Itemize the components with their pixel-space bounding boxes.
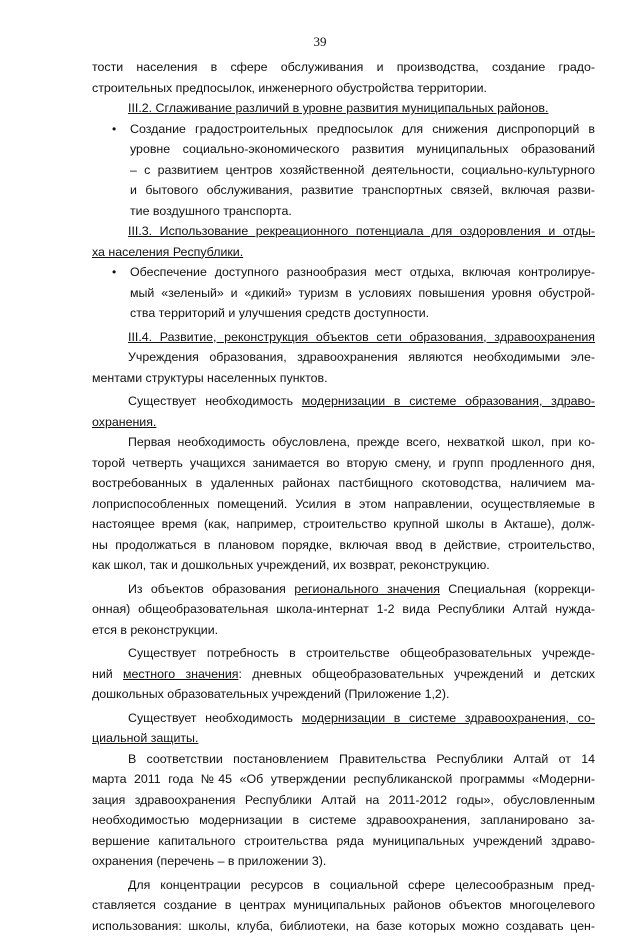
text-line: ны продолжаться в плановом порядке, включая ввод в действие, строительство,	[92, 535, 595, 556]
bullet-icon: •	[112, 262, 116, 283]
text-line: строительных предпосылок, инженерного обустройства территории.	[92, 78, 595, 99]
text-line: настоящее время (как, например, строительство крупной школы в Акташе), долж-	[92, 514, 595, 535]
text-line: охранения.	[92, 412, 595, 433]
text-line: зация здравоохранения Республики Алтай на 2011-2012 годы», обусловленным	[92, 790, 595, 811]
text-line: Для концентрации ресурсов в социальной сфере целесообразным пред-	[92, 875, 595, 896]
text-line: охранения (перечень – в приложении 3).	[92, 851, 595, 872]
bullet-item: • Создание градостроительных предпосылок для снижения диспропорций в	[92, 119, 595, 140]
page-number: 39	[0, 34, 640, 50]
text-line: необходимостью модернизации в системе здравоохранения, запланировано за-	[92, 810, 595, 831]
text-line: лоприспособленных помещений. Усилия в этом направлении, осуществляемые в	[92, 494, 595, 515]
text-line: Первая необходимость обусловлена, прежде всего, нехваткой школ, при ко-	[92, 432, 595, 453]
text-line: использования: школы, клуба, библиотеки, на базе которых можно создавать цен-	[92, 916, 595, 936]
page-body	[92, 57, 595, 936]
text-line: Существует необходимость модернизации в системе здравоохранения, со-	[92, 708, 595, 729]
underlined-term: модернизации в системе здравоохранения, со-	[302, 711, 595, 725]
text-line: циальной защиты.	[92, 728, 595, 749]
text-line: дошкольных образовательных учреждений (Приложение 1,2).	[92, 684, 595, 705]
text-line: как школ, так и дошкольных учреждений, их возврат, реконструкцию.	[92, 555, 595, 576]
section-heading-III-3: III.3. Использование рекреационного потенциала для оздоровления и отды-	[92, 221, 595, 242]
text-line: востребованных в удаленных районах пастбищного скотоводства, наличием ма-	[92, 473, 595, 494]
text-line: марта 2011 года №45 «Об утверждении республиканской программы «Модерни-	[92, 769, 595, 790]
section-heading-III-2: III.2. Сглаживание различий в уровне развития муниципальных районов.	[92, 98, 595, 119]
text-line: Учреждения образования, здравоохранения являются необходимыми эле-	[92, 347, 595, 368]
text-line: Из объектов образования регионального значения Специальная (коррекци-	[92, 579, 595, 600]
text-line: и бытового обслуживания, развитие транспортных связей, включая разви-	[92, 180, 595, 201]
text-line: уровне социально-экономического развития муниципальных образований	[92, 139, 595, 160]
text-line: тие воздушного транспорта.	[92, 201, 595, 222]
text-line: ментами структуры населенных пунктов.	[92, 368, 595, 389]
underlined-term: регионального значения	[294, 582, 440, 596]
text-line: Существует потребность в строительстве общеобразовательных учрежде-	[92, 643, 595, 664]
text-line: тости населения в сфере обслуживания и производства, создание градо-	[92, 57, 595, 78]
text-line: В соответствии постановлением Правительства Республики Алтай от 14	[92, 749, 595, 770]
text-line: ется в реконструкции.	[92, 620, 595, 641]
text-line: онная) общеобразовательная школа-интернат 1-2 вида Республики Алтай нужда-	[92, 599, 595, 620]
underlined-term: модернизации в системе образования, здраво-	[302, 394, 595, 408]
text-line: ства территорий и улучшения средств доступности.	[92, 303, 595, 324]
text-line: ний местного значения: дневных общеобразовательных учреждений и детских	[92, 664, 595, 685]
text-line: ставляется создание в центрах муниципальных районов объектов многоцелевого	[92, 895, 595, 916]
text-line: Существует необходимость модернизации в системе образования, здраво-	[92, 391, 595, 412]
text-line: – с развитием центров хозяйственной деятельности, социально-культурного	[92, 160, 595, 181]
text-line: мый «зеленый» и «дикий» туризм в условиях повышения уровня обустрой-	[92, 283, 595, 304]
text-line: торой четверть учащихся занимается во вторую смену, и групп продленного дня,	[92, 453, 595, 474]
text-line: вершение капитального строительства ряда муниципальных учреждений здраво-	[92, 831, 595, 852]
bullet-item: • Обеспечение доступного разнообразия мест отдыха, включая контролируе-	[92, 262, 595, 283]
underlined-term: местного значения	[123, 667, 238, 681]
bullet-icon: •	[112, 119, 116, 140]
section-heading-III-3-cont: ха населения Республики.	[92, 242, 595, 263]
section-heading-III-4: III.4. Развитие, реконструкция объектов сети образования, здравоохранения	[92, 327, 595, 348]
